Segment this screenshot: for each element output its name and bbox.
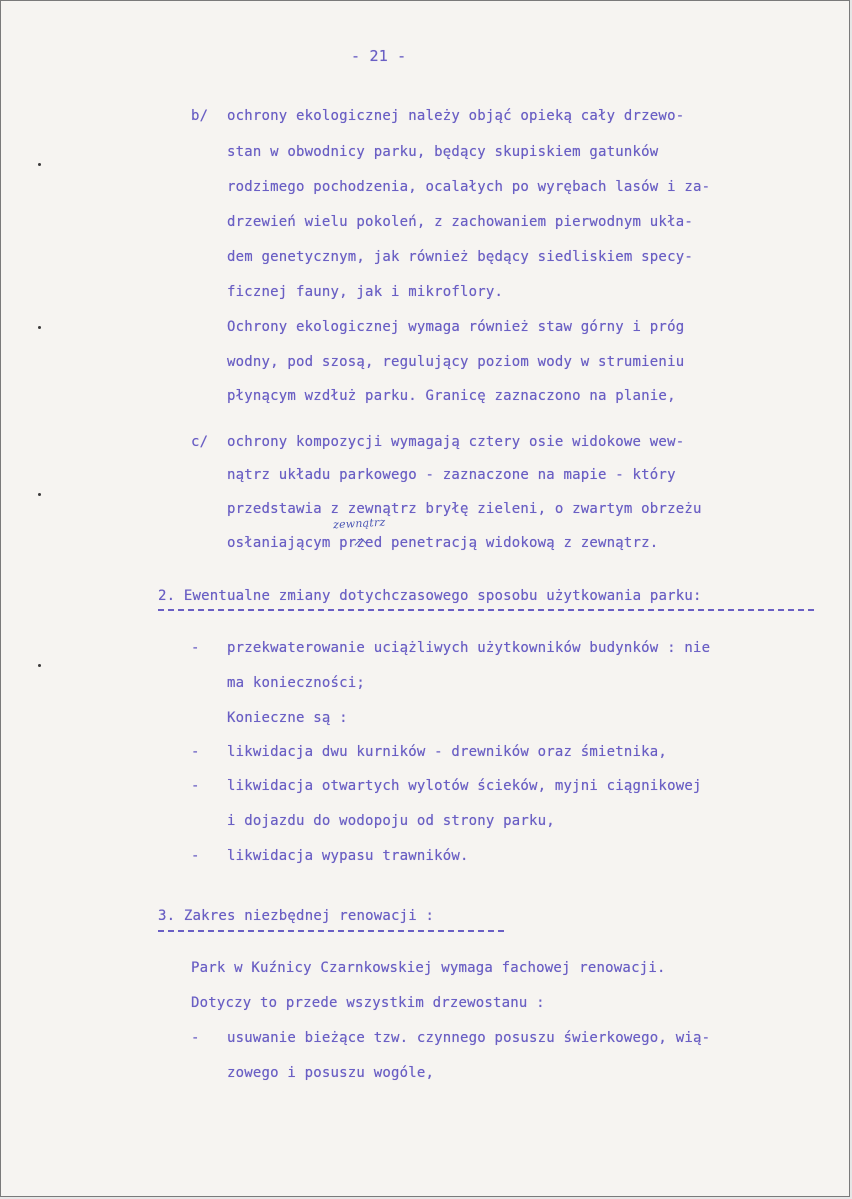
binding-hole-2 [38,326,41,329]
page-number: - 21 - [351,47,407,65]
list-bullet: - [191,848,200,864]
list-bullet: - [191,744,200,760]
list-item-line: Konieczne są : [227,710,348,726]
list-item-line: usuwanie bieżące tzw. czynnego posuszu świerkowego, wią- [227,1030,711,1046]
section-b-line: dem genetycznym, jak również będący siedliskiem specy- [227,249,693,265]
list-item-line: likwidacja otwartych wylotów ścieków, myjni ciągnikowej [227,778,702,794]
section-b-line: Ochrony ekologicznej wymaga również staw górny i próg [227,319,685,335]
list-item-line: ma konieczności; [227,675,366,691]
section-3-underline [158,930,504,932]
binding-hole-3 [38,493,41,496]
list-bullet: - [191,640,200,656]
section-c-line: nątrz układu parkowego - zaznaczone na mapie - który [227,467,676,483]
section-b-line: ochrony ekologicznej należy objąć opieką cały drzewo- [227,108,685,124]
section-b-line: wodny, pod szosą, regulujący poziom wody w strumieniu [227,354,685,370]
handwritten-correction: zewnątrz [332,515,386,532]
binding-hole-1 [38,163,41,166]
section-3-intro-line: Dotyczy to przede wszystkim drzewostanu : [191,995,545,1011]
list-bullet: - [191,1030,200,1046]
section-b-marker: b/ [191,108,209,124]
section-b-line: płynącym wzdłuż parku. Granicę zaznaczono na planie, [227,388,676,404]
section-b-line: rodzimego pochodzenia, ocalałych po wyrębach lasów i za- [227,179,711,195]
section-b-line: stan w obwodnicy parku, będący skupiskiem gatunków [227,144,659,160]
section-3-intro-line: Park w Kuźnicy Czarnkowskiej wymaga fachowej renowacji. [191,960,666,976]
section-3-heading: 3. Zakres niezbędnej renowacji : [158,908,435,924]
section-c-line: przedstawia z zewnątrz bryłę zieleni, o zwartym obrzeżu [227,501,702,517]
list-item-line: zowego i posuszu wogóle, [227,1065,435,1081]
section-c-line: osłaniającym przed penetracją widokową z zewnątrz. [227,535,659,551]
section-b-line: drzewień wielu pokoleń, z zachowaniem pierwodnym ukła- [227,214,693,230]
binding-hole-4 [38,664,41,667]
list-item-line: likwidacja dwu kurników - drewników oraz śmietnika, [227,744,668,760]
list-item-line: likwidacja wypasu trawników. [227,848,469,864]
section-2-heading: 2. Ewentualne zmiany dotychczasowego sposobu użytkowania parku: [158,588,702,604]
section-b-line: ficznej fauny, jak i mikroflory. [227,284,504,300]
section-2-underline [158,609,814,611]
section-c-marker: c/ [191,434,209,450]
list-item-line: przekwaterowanie uciążliwych użytkowników budynków : nie [227,640,711,656]
list-bullet: - [191,778,200,794]
list-item-line: i dojazdu do wodopoju od strony parku, [227,813,555,829]
section-c-line: ochrony kompozycji wymagają cztery osie widokowe wew- [227,434,685,450]
